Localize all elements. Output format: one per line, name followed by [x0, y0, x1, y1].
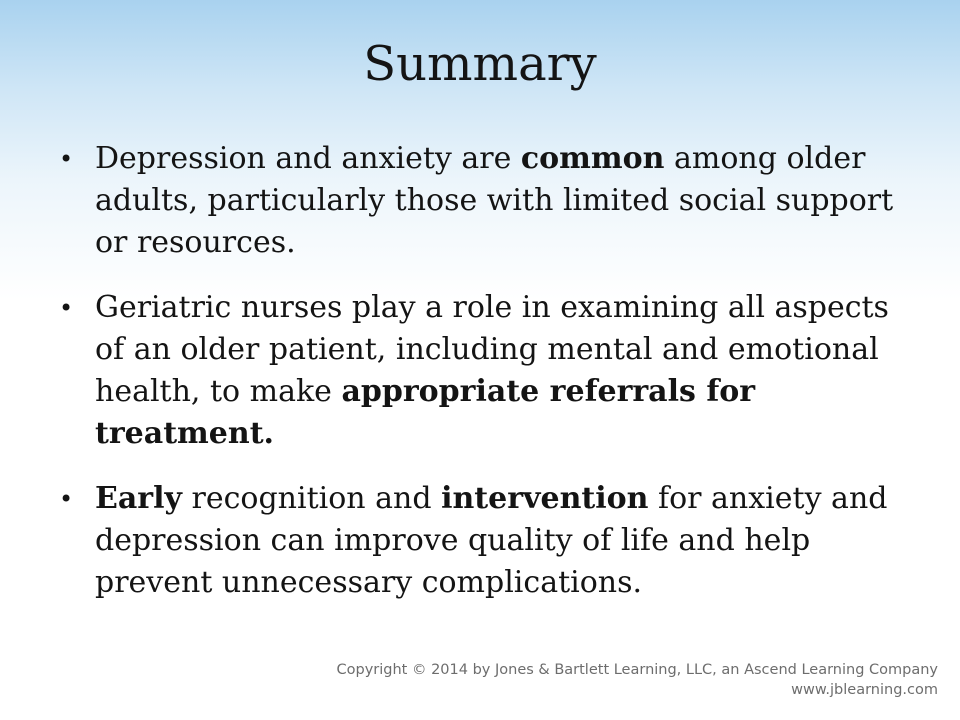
bullet-item	[55, 478, 905, 604]
copyright-text: Copyright © 2014 by Jones & Bartlett Learning, LLC, an Ascend Learning Company	[336, 662, 938, 678]
bullet-text-segment: Depression and anxiety are	[95, 141, 521, 176]
bullet-list	[55, 138, 905, 627]
bullet-dot-icon: •	[59, 294, 74, 322]
bullet-text-emphasis: intervention	[441, 481, 649, 516]
bullet-text-segment: for anxiety and depression can improve quality of life and help prevent unnecessary complications.	[95, 481, 888, 600]
bullet-dot-icon: •	[59, 145, 74, 173]
bullet-text-segment: Geriatric nurses play a role in examining all aspects of an older patient, including mental and emotional health, to make	[95, 290, 889, 409]
copyright-footer	[337, 660, 938, 700]
slide-title: Summary	[363, 36, 597, 92]
bullet-text-emphasis: appropriate referrals for treatment.	[95, 374, 756, 451]
bullet-text-segment: among older adults, particularly those with limited social support or resources.	[95, 141, 894, 260]
bullet-dot-icon: •	[59, 485, 74, 513]
bullet-text-segment: recognition and	[181, 481, 442, 516]
bullet-text-emphasis: Early	[95, 481, 182, 516]
bullet-item	[55, 138, 905, 264]
bullet-text-emphasis: common	[520, 141, 665, 176]
publisher-url: www.jblearning.com	[791, 682, 938, 698]
bullet-item	[55, 287, 905, 455]
